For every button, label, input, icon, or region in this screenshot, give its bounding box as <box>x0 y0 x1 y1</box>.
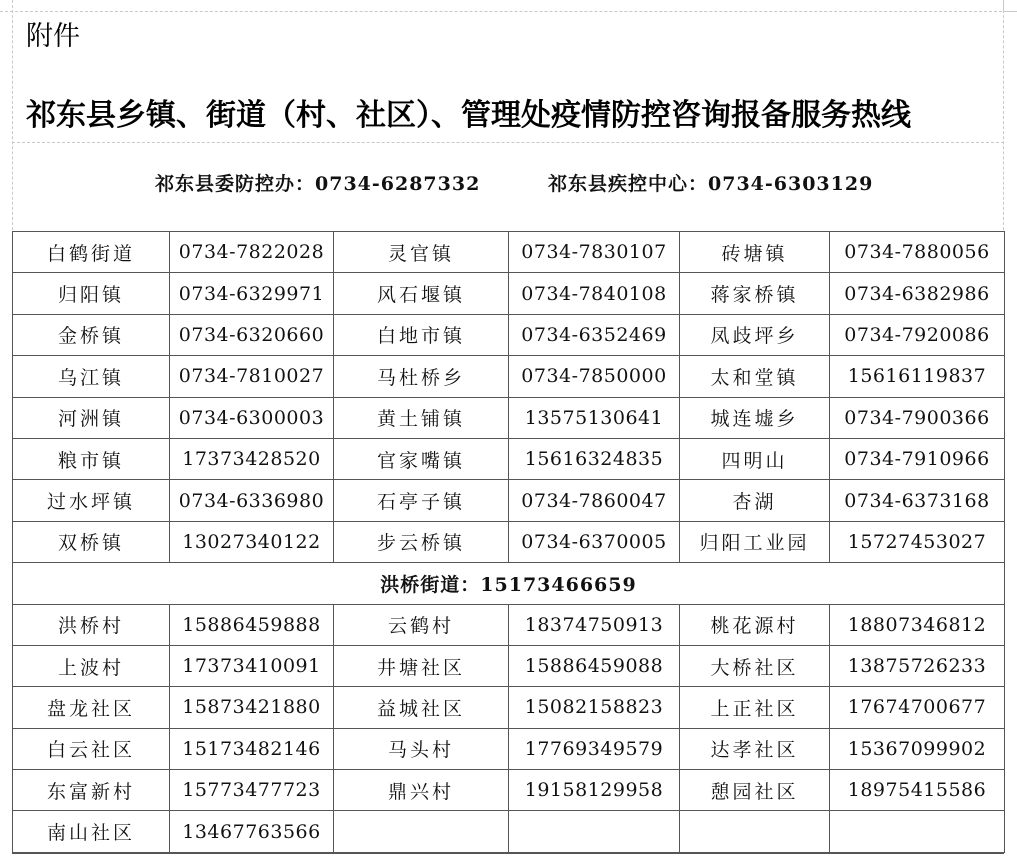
phone-number-cell: 0734-7810027 <box>170 356 334 397</box>
place-name-cell: 粮市镇 <box>13 438 170 479</box>
place-name-cell: 杏湖 <box>680 480 830 521</box>
place-name-cell: 益城社区 <box>334 687 509 728</box>
page-corner-mark <box>1003 0 1017 12</box>
table-row <box>13 687 1005 728</box>
place-name-cell: 石亭子镇 <box>334 480 509 521</box>
place-name-cell: 马杜桥乡 <box>334 356 509 397</box>
phone-number-cell: 15616324835 <box>509 438 680 479</box>
table-row <box>13 273 1005 314</box>
phone-number-cell: 17674700677 <box>830 687 1005 728</box>
phone-number-cell: 18374750913 <box>509 604 680 645</box>
phone-number-cell: 15367099902 <box>830 728 1005 769</box>
phone-number-cell: 15616119837 <box>830 356 1005 397</box>
place-name-cell: 归阳工业园 <box>680 521 830 562</box>
phone-number-cell: 13027340122 <box>170 521 334 562</box>
place-name-cell: 官家嘴镇 <box>334 438 509 479</box>
phone-number-cell: 0734-7822028 <box>170 232 334 273</box>
place-name-cell: 东富新村 <box>13 770 170 811</box>
phone-number-cell: 13875726233 <box>830 645 1005 686</box>
place-name-cell: 城连墟乡 <box>680 397 830 438</box>
phone-number-cell: 0734-6373168 <box>830 480 1005 521</box>
phone-number-cell: 0734-7910966 <box>830 438 1005 479</box>
table-row <box>13 645 1005 686</box>
phone-number-cell: 0734-6352469 <box>509 314 680 355</box>
place-name-cell: 上正社区 <box>680 687 830 728</box>
place-name-cell: 四明山 <box>680 438 830 479</box>
attachment-label: 附件 <box>26 21 80 52</box>
place-name-cell: 步云桥镇 <box>334 521 509 562</box>
phone-number-cell: 0734-7920086 <box>830 314 1005 355</box>
place-name-cell: 上波村 <box>13 645 170 686</box>
phone-number-cell: 0734-7880056 <box>830 232 1005 273</box>
county-office-hotline: 祁东县委防控办：0734-6287332 <box>155 173 481 195</box>
phone-number-cell: 13575130641 <box>509 397 680 438</box>
table-bottom-border <box>12 853 1004 854</box>
hotline-table <box>12 231 1005 853</box>
place-name-cell: 马头村 <box>334 728 509 769</box>
place-name-cell <box>334 811 509 852</box>
phone-number-cell: 17373428520 <box>170 438 334 479</box>
page-guide-top <box>0 11 1017 12</box>
place-name-cell: 黄土铺镇 <box>334 397 509 438</box>
place-name-cell: 金桥镇 <box>13 314 170 355</box>
place-name-cell: 过水坪镇 <box>13 480 170 521</box>
table-row <box>13 314 1005 355</box>
place-name-cell: 白地市镇 <box>334 314 509 355</box>
phone-number-cell: 15082158823 <box>509 687 680 728</box>
phone-number-cell: 15873421880 <box>170 687 334 728</box>
place-name-cell: 白鹤街道 <box>13 232 170 273</box>
table-row <box>13 397 1005 438</box>
place-name-cell: 双桥镇 <box>13 521 170 562</box>
page-title: 祁东县乡镇、街道（村、社区）、管理处疫情防控咨询报备服务热线 <box>26 98 911 133</box>
hongqiao-street-heading: 洪桥街道：15173466659 <box>13 563 1005 604</box>
cdc-hotline: 祁东县疾控中心：0734-6303129 <box>548 173 874 195</box>
place-name-cell: 大桥社区 <box>680 645 830 686</box>
phone-number-cell: 15173482146 <box>170 728 334 769</box>
table-row <box>13 728 1005 769</box>
phone-number-cell: 19158129958 <box>509 770 680 811</box>
phone-number-cell: 15886459088 <box>509 645 680 686</box>
place-name-cell: 蒋家桥镇 <box>680 273 830 314</box>
phone-number-cell: 15886459888 <box>170 604 334 645</box>
phone-number-cell: 0734-7850000 <box>509 356 680 397</box>
phone-number-cell: 0734-6320660 <box>170 314 334 355</box>
phone-number-cell <box>830 811 1005 852</box>
table-row <box>13 356 1005 397</box>
place-name-cell: 砖塘镇 <box>680 232 830 273</box>
table-row <box>13 480 1005 521</box>
phone-number-cell: 17373410091 <box>170 645 334 686</box>
place-name-cell: 白云社区 <box>13 728 170 769</box>
place-name-cell: 桃花源村 <box>680 604 830 645</box>
place-name-cell: 乌江镇 <box>13 356 170 397</box>
phone-number-cell <box>509 811 680 852</box>
place-name-cell: 达孝社区 <box>680 728 830 769</box>
table-row <box>13 770 1005 811</box>
table-row <box>13 438 1005 479</box>
page-guide-middle <box>12 142 1004 143</box>
place-name-cell: 井塘社区 <box>334 645 509 686</box>
place-name-cell: 南山社区 <box>13 811 170 852</box>
table-row <box>13 521 1005 562</box>
phone-number-cell: 13467763566 <box>170 811 334 852</box>
phone-number-cell: 15773477723 <box>170 770 334 811</box>
place-name-cell: 太和堂镇 <box>680 356 830 397</box>
place-name-cell: 洪桥村 <box>13 604 170 645</box>
phone-number-cell: 15727453027 <box>830 521 1005 562</box>
phone-number-cell: 0734-7840108 <box>509 273 680 314</box>
table-row <box>13 811 1005 852</box>
place-name-cell: 河洲镇 <box>13 397 170 438</box>
phone-number-cell: 17769349579 <box>509 728 680 769</box>
section-header-row <box>13 563 1005 604</box>
place-name-cell: 归阳镇 <box>13 273 170 314</box>
phone-number-cell: 18807346812 <box>830 604 1005 645</box>
phone-number-cell: 0734-6300003 <box>170 397 334 438</box>
place-name-cell: 凤歧坪乡 <box>680 314 830 355</box>
table-row <box>13 604 1005 645</box>
place-name-cell: 云鹤村 <box>334 604 509 645</box>
place-name-cell: 灵官镇 <box>334 232 509 273</box>
phone-number-cell: 18975415586 <box>830 770 1005 811</box>
table-row <box>13 232 1005 273</box>
phone-number-cell: 0734-6382986 <box>830 273 1005 314</box>
phone-number-cell: 0734-7900366 <box>830 397 1005 438</box>
place-name-cell: 盘龙社区 <box>13 687 170 728</box>
phone-number-cell: 0734-7860047 <box>509 480 680 521</box>
place-name-cell <box>680 811 830 852</box>
place-name-cell: 鼎兴村 <box>334 770 509 811</box>
place-name-cell: 憩园社区 <box>680 770 830 811</box>
phone-number-cell: 0734-7830107 <box>509 232 680 273</box>
phone-number-cell: 0734-6336980 <box>170 480 334 521</box>
place-name-cell: 风石堰镇 <box>334 273 509 314</box>
phone-number-cell: 0734-6370005 <box>509 521 680 562</box>
page-guide-left <box>12 0 13 230</box>
phone-number-cell: 0734-6329971 <box>170 273 334 314</box>
